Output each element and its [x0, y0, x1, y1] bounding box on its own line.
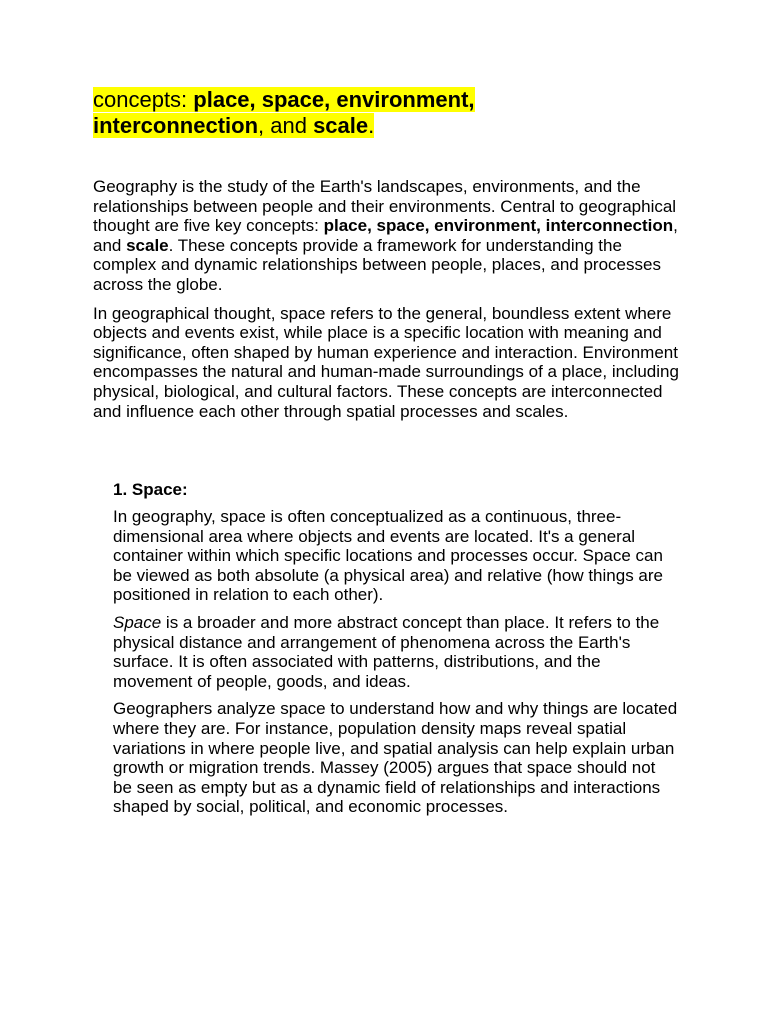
- intro-section: [93, 177, 683, 421]
- title-interconnection: interconnection: [93, 113, 259, 138]
- intro-paragraph-2: In geographical thought, space refers to the general, boundless extent where objects and events exist, while place is a specific location with meaning and significance, often shaped by human experience and interaction. Environment encompasses the natural and human-made surroundings of a place, including physical, biological, and cultural factors. These concepts are interconnected and influence each other through spatial processes and scales.: [93, 303, 679, 421]
- space-paragraph-1: In geography, space is often conceptualized as a continuous, three-dimensional area where objects and events are located. It's a general container within which specific locations and processes occur. Space can be viewed as both absolute (a physical area) and relative (how things are positioned in relation to each other).: [113, 507, 663, 605]
- space-section: [113, 480, 678, 817]
- title-scale: scale: [313, 113, 369, 138]
- document-title: [93, 87, 523, 139]
- title-prefix: concepts:: [93, 87, 194, 112]
- title-highlight: [93, 87, 475, 138]
- space-p2-text: is a broader and more abstract concept than place. It refers to the physical distance and arrangement of phenomena across the Earth's surface. It is often associated with patterns, distributions, and the movement of people, goods, and ideas.: [113, 612, 660, 691]
- space-paragraph-2: [113, 613, 678, 691]
- intro-p1-bold-concepts: place, space, environment, interconnection: [323, 216, 674, 236]
- title-bold-terms: place, space, environment,: [193, 87, 475, 112]
- intro-p1-text-c: . These concepts provide a framework for understanding the complex and dynamic relationships between people, places, and processes across the globe.: [93, 235, 661, 294]
- intro-p1-text-b: , and: [93, 216, 678, 255]
- space-p2-italic-term: Space: [113, 612, 162, 632]
- space-heading: 1. Space:: [113, 480, 188, 499]
- intro-p1-text-a: Geography is the study of the Earth's landscapes, environments, and the relationships between people and their environments. Central to geographical thought are five key concepts:: [93, 177, 677, 236]
- intro-paragraph-1: [93, 177, 683, 295]
- title-conjunction: , and: [258, 113, 314, 138]
- space-paragraph-3: Geographers analyze space to understand how and why things are located where they are. For instance, population density maps reveal spatial variations in where people live, and spatial analysis can help explain urban growth or migration trends. Massey (2005) argues that space should not be seen as empty but as a dynamic field of relationships and interactions shaped by social, political, and economic processes.: [113, 699, 678, 817]
- title-end: .: [368, 113, 375, 138]
- intro-p1-bold-scale: scale: [126, 235, 169, 255]
